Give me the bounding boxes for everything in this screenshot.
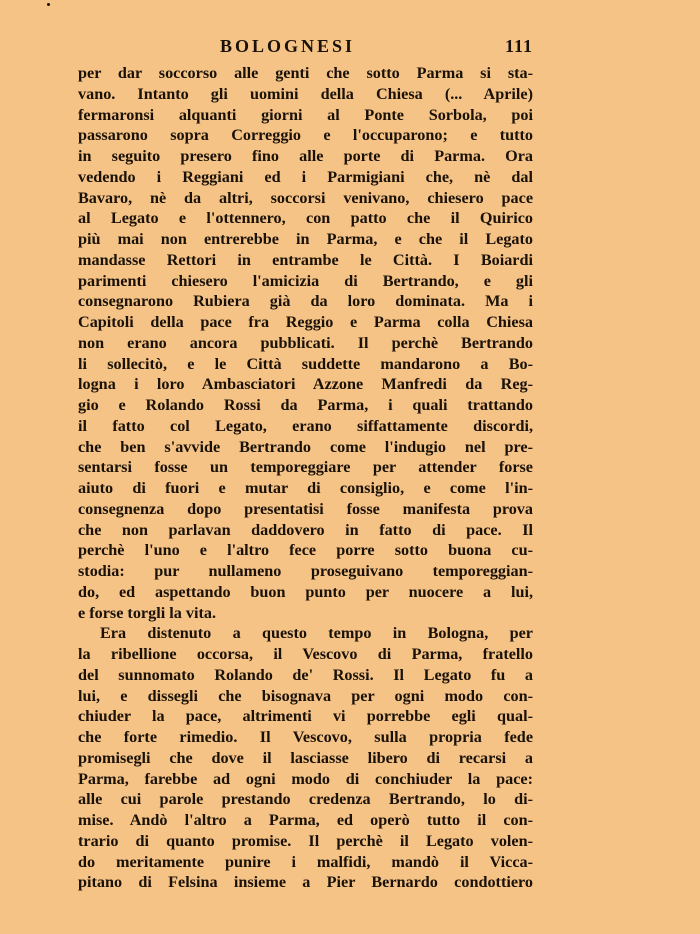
- text-line: li sollecitò, e le Città suddette mandarono a Bo-: [78, 354, 533, 373]
- text-line: in seguito presero fino alle porte di Parma. Ora: [78, 147, 533, 165]
- text-line: che forte rimedio. Il Vescovo, sulla propria fede: [78, 728, 533, 746]
- text-line: vedendo i Reggiani ed i Parmigiani che, nè dal: [78, 167, 533, 186]
- text-line: gio e Rolando Rossi da Parma, i quali trattando: [78, 396, 533, 414]
- text-line: mise. Andò l'altro a Parma, ed operò tutto il con-: [78, 811, 533, 829]
- text-line: più mai non entrerebbe in Parma, e che il Legato: [78, 230, 533, 248]
- text-line: perchè l'uno e l'altro fece porre sotto buona cu-: [78, 541, 533, 560]
- text-line: la ribellione occorsa, il Vescovo di Parma, fratello: [78, 645, 533, 663]
- text-line: logna i loro Ambasciatori Azzone Manfredi da Reg-: [78, 375, 533, 394]
- text-line: al Legato e l'ottennero, con patto che il Quirico: [78, 209, 533, 228]
- text-line: non erano ancora pubblicati. Il perchè Bertrando: [78, 333, 533, 352]
- text-line: lui, e dissegli che bisognava per ogni modo con-: [78, 686, 533, 705]
- text-line: che non parlavan daddovero in fatto di pace. Il: [78, 520, 533, 539]
- text-line: alle cui parole prestando credenza Bertrando, lo di-: [78, 790, 533, 809]
- text-line: mandasse Rettori in entrambe le Città. I Boiardi: [78, 250, 533, 269]
- text-line: Parma, farebbe ad ogni modo di conchiuder la pace:: [78, 769, 533, 788]
- text-line: do meritamente punire i malfidi, mandò il Vicca-: [78, 852, 533, 871]
- text-line: chiuder la pace, altrimenti vi porrebbe egli qual-: [78, 707, 533, 726]
- body-text: [78, 63, 533, 893]
- text-line: per dar soccorso alle genti che sotto Parma si sta-: [78, 64, 533, 82]
- text-line: pitano di Felsina insieme a Pier Bernardo condottiero: [78, 873, 533, 892]
- text-line: promisegli che dove il lasciasse libero di recarsi a: [78, 748, 533, 767]
- page-header: [78, 36, 533, 60]
- text-line: sentarsi fosse un temporeggiare per attender forse: [78, 458, 533, 477]
- ink-speck: [47, 3, 50, 6]
- text-line: aiuto di fuori e mutar di consiglio, e come l'in-: [78, 479, 533, 497]
- paragraph-start-line: Era distenuto a questo tempo in Bologna, per: [100, 624, 533, 643]
- text-line: trario di quanto promise. Il perchè il Legato volen-: [78, 831, 533, 850]
- text-line: che ben s'avvide Bertrando come l'indugio nel pre-: [78, 437, 533, 456]
- text-line: Capitoli della pace fra Reggio e Parma colla Chiesa: [78, 313, 533, 331]
- text-line: consegnenza dopo presentatisi fosse manifesta prova: [78, 499, 533, 518]
- text-line: vano. Intanto gli uomini della Chiesa (... Aprile): [78, 84, 533, 103]
- text-line: consegnarono Rubiera già da loro dominata. Ma i: [78, 292, 533, 311]
- paragraph-end-line: e forse torgli la vita.: [78, 603, 216, 622]
- text-line: il fatto col Legato, erano siffattamente discordi,: [78, 416, 533, 435]
- text-line: do, ed aspettando buon punto per nuocere a lui,: [78, 582, 533, 601]
- text-line: parimenti chiesero l'amicizia di Bertrando, e gli: [78, 271, 533, 290]
- text-line: stodia: pur nullameno proseguivano temporeggian-: [78, 562, 533, 580]
- text-line: passarono sopra Correggio e l'occuparono; e tutto: [78, 126, 533, 145]
- text-line: Bavaro, nè da altri, soccorsi venivano, chiesero pace: [78, 188, 533, 207]
- text-line: del sunnomato Rolando de' Rossi. Il Legato fu a: [78, 665, 533, 684]
- running-head: BOLOGNESI: [220, 36, 356, 56]
- page-number: 111: [504, 36, 533, 56]
- text-line: fermaronsi alquanti giorni al Ponte Sorbola, poi: [78, 105, 533, 124]
